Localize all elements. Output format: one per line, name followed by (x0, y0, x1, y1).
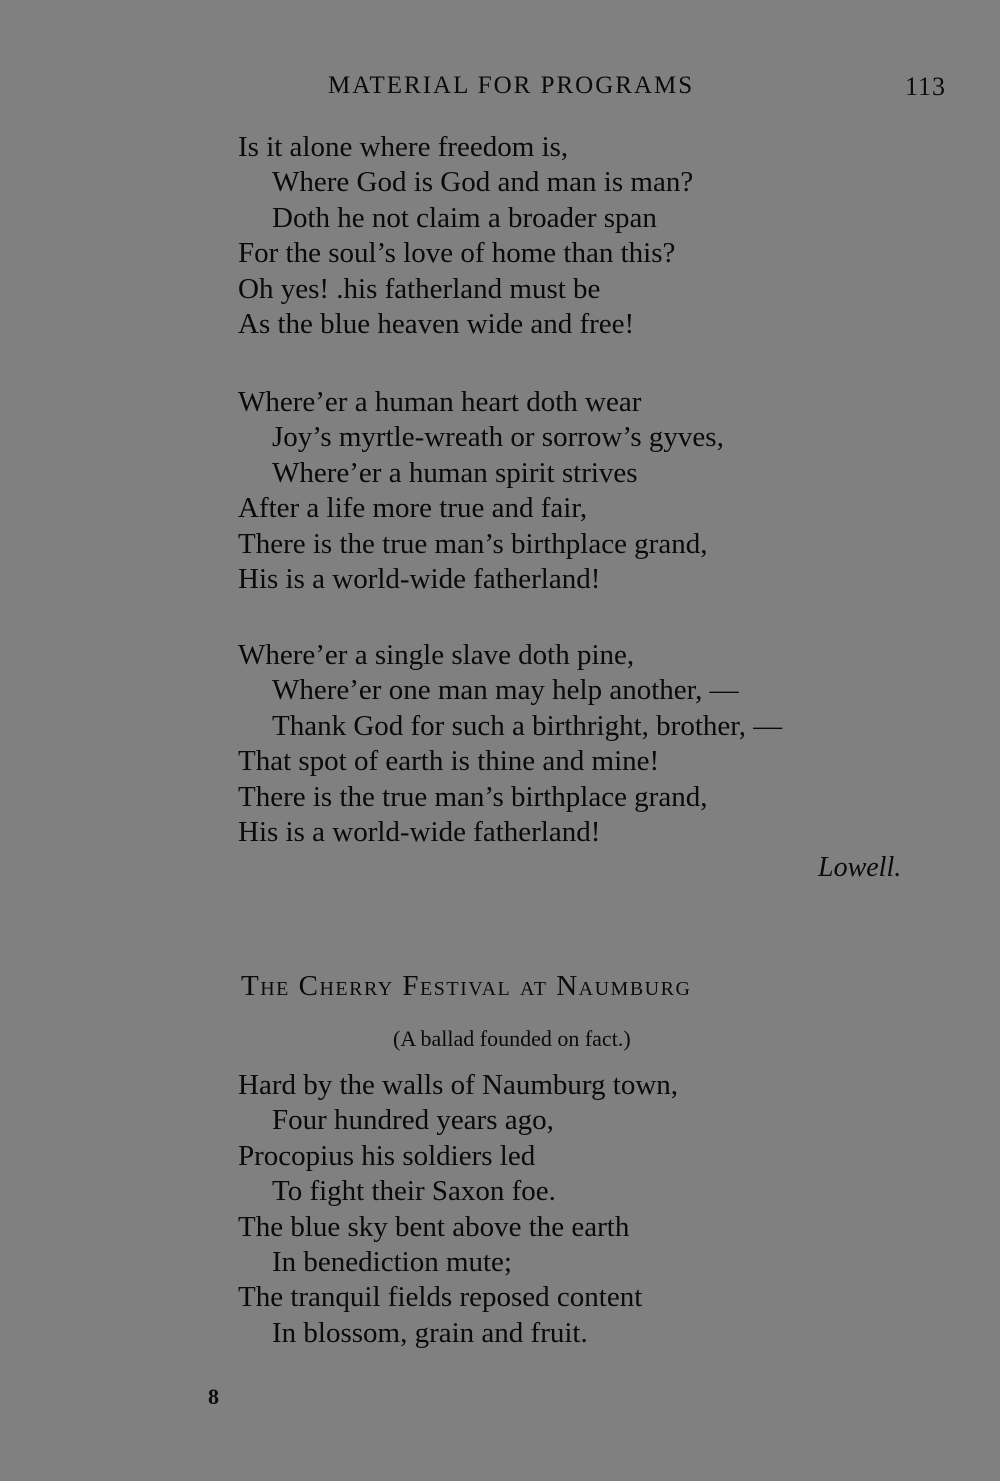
poem-line: Is it alone where freedom is, (238, 131, 569, 163)
poem-line: His is a world-wide fatherland! (238, 563, 601, 596)
poem-line: The blue sky bent above the earth (238, 1210, 630, 1243)
poem-line: As the blue heaven wide and free! (238, 308, 635, 341)
poem-line: Doth he not claim a broader span (272, 201, 657, 234)
poem-title: The Cherry Festival at Naumburg (241, 970, 692, 1002)
poem-line: To fight their Saxon foe. (272, 1175, 556, 1208)
poem-line: Where’er a single slave doth pine, (238, 639, 635, 671)
ballad-stanza (238, 1068, 678, 1351)
poem-line: Joy’s myrtle-wreath or sorrow’s gyves, (272, 421, 724, 454)
poem-line: Thank God for such a birthright, brother, — (272, 709, 783, 742)
poem-stanza-2 (238, 385, 724, 597)
signature-mark: 8 (208, 1384, 219, 1409)
running-title: MATERIAL FOR PROGRAMS (328, 72, 695, 99)
poem-line: Procopius his soldiers led (238, 1139, 536, 1172)
poem-line: There is the true man’s birthplace grand, (238, 527, 708, 560)
poem-line: In blossom, grain and fruit. (272, 1316, 588, 1349)
page-number: 113 (905, 72, 947, 101)
poem-stanza-1 (238, 130, 693, 342)
poem-line: After a life more true and fair, (238, 492, 588, 525)
poem-line: Where’er a human spirit strives (272, 456, 638, 489)
poem-subtitle: (A ballad founded on fact.) (393, 1026, 631, 1051)
poem-stanza-3 (238, 638, 782, 850)
poem-line: Four hundred years ago, (272, 1104, 554, 1137)
poem-line: The tranquil fields reposed content (238, 1281, 643, 1314)
poem-line: For the soul’s love of home than this? (238, 237, 676, 270)
poem-line: Where’er one man may help another, — (272, 674, 739, 707)
poem-line: That spot of earth is thine and mine! (238, 745, 660, 778)
poem-line: There is the true man’s birthplace grand, (238, 780, 708, 813)
poem-line: Where’er a human heart doth wear (238, 386, 642, 418)
poem-line: In benediction mute; (272, 1246, 512, 1279)
poem-line: Oh yes! .his fatherland must be (238, 272, 601, 305)
poem-attribution: Lowell. (818, 852, 902, 883)
poem-line: Hard by the walls of Naumburg town, (238, 1069, 679, 1101)
poem-line: His is a world-wide fatherland! (238, 816, 601, 849)
poem-line: Where God is God and man is man? (272, 166, 694, 199)
